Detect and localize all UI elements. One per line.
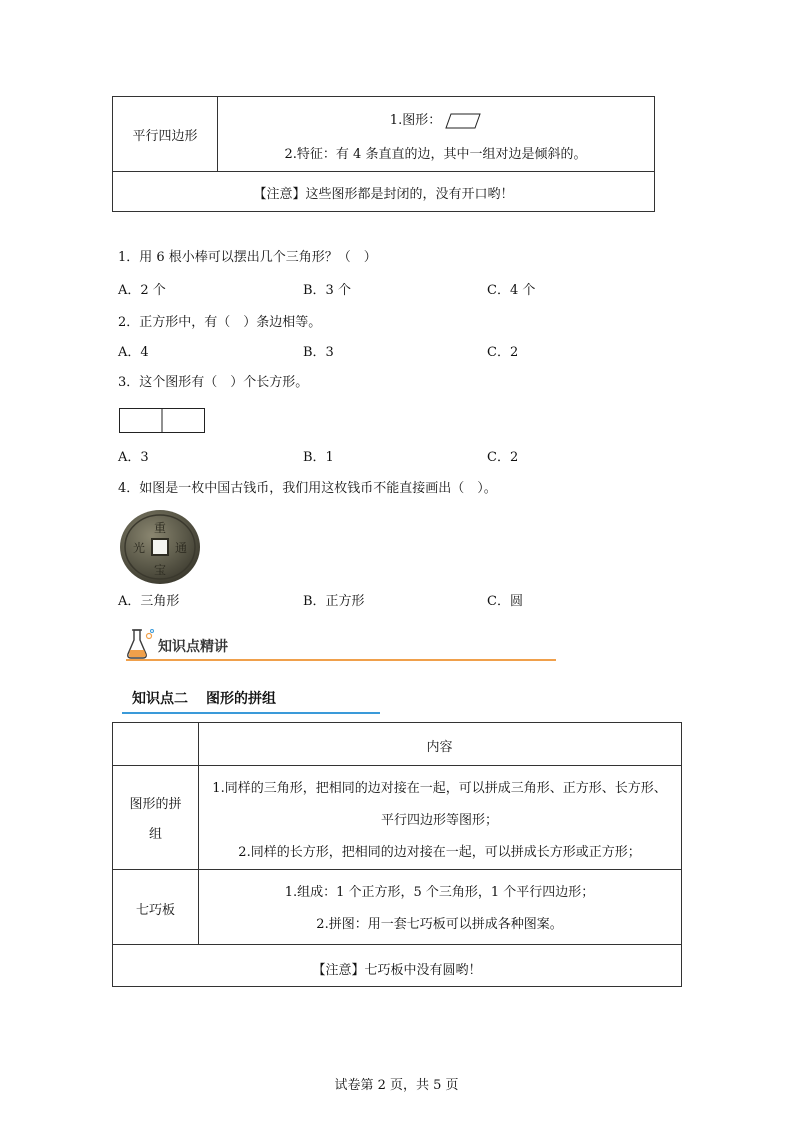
question-2: 2．正方形中，有（ ）条边相等。 (118, 315, 322, 330)
table-divider (198, 723, 199, 944)
question-3: 3．这个图形有（ ）个长方形。 (118, 375, 309, 390)
coin-char: 光 (132, 541, 146, 555)
content-line: 1.同样的三角形，把相同的边对接在一起，可以拼成三角形、正方形、长方形、 (212, 781, 667, 796)
ancient-coin-image (119, 508, 201, 586)
banner-underline (126, 659, 556, 661)
row-label: 图形的拼 (129, 797, 182, 812)
content-line: 2.同样的长方形，把相同的边对接在一起，可以拼成长方形或正方形； (238, 845, 641, 860)
option-c: C．圆 (487, 594, 523, 609)
option-a: A．3 (118, 450, 149, 465)
banner-title: 知识点精讲 (158, 639, 228, 655)
option-a: A．三角形 (118, 594, 180, 609)
table-divider (113, 765, 681, 766)
page-footer: 试卷第 2 页，共 5 页 (334, 1078, 459, 1093)
table-header: 内容 (426, 740, 453, 755)
parallelogram-table (112, 96, 655, 212)
content-line: 2.拼图：用一套七巧板可以拼成各种图案。 (316, 917, 563, 932)
coin-char: 通 (174, 541, 188, 555)
feature-line: 2.特征：有 4 条直直的边，其中一组对边是倾斜的。 (284, 147, 587, 162)
coin-char: 宝 (153, 563, 167, 577)
option-c: C．2 (487, 345, 519, 360)
coin-char: 重 (153, 521, 167, 535)
option-b: B．3 (303, 345, 334, 360)
section-name: 图形的拼组 (206, 691, 276, 707)
row-label: 七巧板 (135, 903, 175, 918)
option-b: B．正方形 (303, 594, 365, 609)
question-4: 4．如图是一枚中国古钱币，我们用这枚钱币不能直接画出（ ）。 (118, 481, 497, 496)
question-1: 1．用 6 根小棒可以摆出几个三角形？（ ） (118, 250, 377, 265)
content-line: 1.组成：1 个正方形，5 个三角形，1 个平行四边形； (284, 885, 595, 900)
table-divider (113, 171, 654, 172)
table-divider (113, 944, 681, 945)
knowledge-banner (122, 626, 556, 662)
flask-icon (126, 628, 156, 660)
option-c: C．4 个 (487, 283, 536, 298)
section-number: 知识点二 (132, 691, 188, 707)
option-b: B．1 (303, 450, 334, 465)
row-label: 组 (148, 827, 162, 842)
parallelogram-figure (445, 113, 481, 129)
figure-line (217, 109, 654, 129)
note: 【注意】这些图形都是封闭的，没有开口哟！ (253, 187, 514, 202)
figure-label: 1.图形： (389, 113, 442, 128)
two-rectangles-figure (119, 408, 206, 434)
option-a: A．4 (118, 345, 149, 360)
option-b: B．3 个 (303, 283, 351, 298)
option-c: C．2 (487, 450, 519, 465)
table-divider (113, 869, 681, 870)
combination-table (112, 722, 682, 987)
section-title (122, 690, 380, 714)
row-label: 平行四边形 (132, 129, 198, 144)
content-line: 平行四边形等图形； (380, 813, 498, 828)
note: 【注意】七巧板中没有圆哟！ (312, 963, 482, 978)
option-a: A．2 个 (118, 283, 166, 298)
